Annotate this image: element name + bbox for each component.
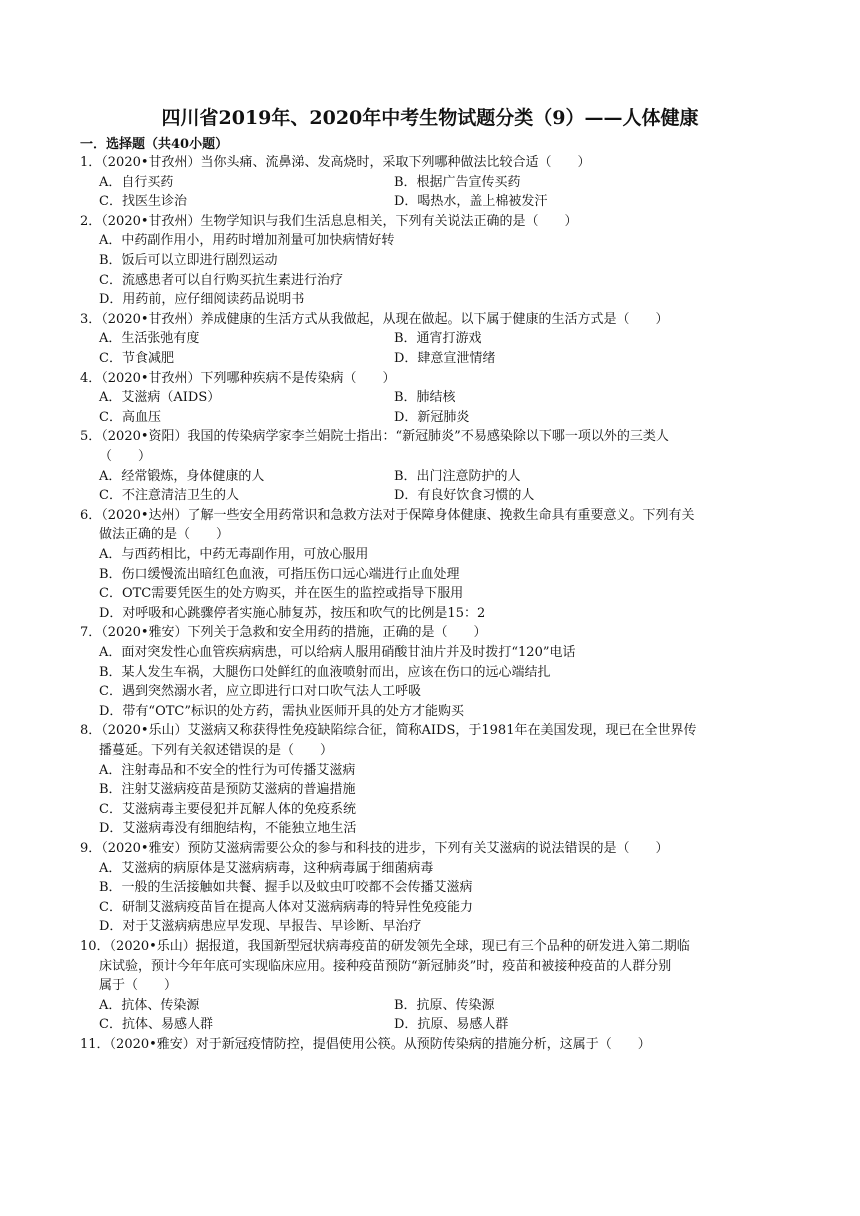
option: A．面对突发性心血管疾病病患，可以给病人服用硝酸甘油片并及时拨打“120”电话 bbox=[99, 645, 576, 660]
option: C．流感患者可以自行购买抗生素进行治疗 bbox=[99, 272, 343, 288]
question-stem: 8．（2020•乐山）艾滋病又称获得性免疫缺陷综合征，简称AIDS，于1981年在美国发现，现已在全世界传 bbox=[80, 723, 697, 739]
question-stem: 做法正确的是（ ） bbox=[99, 527, 230, 543]
question-stem: 4．（2020•甘孜州）下列哪种疾病不是传染病（ ） bbox=[80, 370, 396, 386]
option: D．用药前，应仔细阅读药品说明书 bbox=[99, 292, 305, 308]
question-stem: 10．（2020•乐山）据报道，我国新型冠状病毒疫苗的研发领先全球，现已有三个品种的研发进入第二期临 bbox=[80, 939, 690, 954]
option: B．伤口缓慢流出暗红色血液，可指压伤口远心端进行止血处理 bbox=[99, 566, 460, 582]
question-stem: 11．（2020•雅安）对于新冠疫情防控，提倡使用公筷。从预防传染病的措施分析，这属于（ ） bbox=[80, 1037, 651, 1052]
question-stem: 3．（2020•甘孜州）养成健康的生活方式从我做起，从现在做起。以下属于健康的生活方式是（ ） bbox=[80, 311, 669, 327]
question-stem: 1．（2020•甘孜州）当你头痛、流鼻涕、发高烧时，采取下列哪种做法比较合适（ ） bbox=[80, 155, 591, 170]
option: A．与西药相比，中药无毒副作用，可放心服用 bbox=[99, 547, 369, 562]
option: A．自行买药 bbox=[99, 174, 174, 190]
option: B．通宵打游戏 bbox=[394, 331, 482, 347]
option: B．出门注意防护的人 bbox=[394, 468, 521, 484]
option: A．生活张弛有度 bbox=[99, 331, 200, 347]
question-stem: 7．（2020•雅安）下列关于急救和安全用药的措施，正确的是（ ） bbox=[80, 625, 487, 641]
option: B．肺结核 bbox=[394, 390, 456, 406]
option: C．节食减肥 bbox=[99, 351, 174, 366]
option: D．喝热水，盖上棉被发汗 bbox=[394, 194, 548, 210]
option: D．新冠肺炎 bbox=[394, 409, 470, 425]
option: C．OTC需要凭医生的处方购买，并在医生的监控或指导下服用 bbox=[99, 586, 464, 602]
option: D．肆意宣泄情绪 bbox=[394, 351, 496, 366]
section-heading: 一．选择题（共40小题） bbox=[80, 137, 229, 152]
question-stem: 5．（2020•资阳）我国的传染病学家李兰娟院士指出：“新冠肺炎”不易感染除以下哪一项以外的三类人 bbox=[80, 429, 669, 445]
option: B．抗原、传染源 bbox=[394, 997, 495, 1013]
option: C．高血压 bbox=[99, 409, 161, 425]
option: D．对于艾滋病病患应早发现、早报告、早诊断、早治疗 bbox=[99, 919, 422, 935]
question-stem: 6．（2020•达州）了解一些安全用药常识和急救方法对于保障身体健康、挽救生命具有重要意义。下列有关 bbox=[80, 507, 695, 523]
question-stem: （ ） bbox=[99, 449, 152, 464]
option: C．抗体、易感人群 bbox=[99, 1017, 213, 1033]
option: B．某人发生车祸，大腿伤口处鲜红的血液喷射而出，应该在伤口的远心端结扎 bbox=[99, 664, 551, 680]
option: D．对呼吸和心跳骤停者实施心肺复苏，按压和吹气的比例是15：2 bbox=[99, 605, 486, 621]
option: A．中药副作用小，用药时增加剂量可加快病情好转 bbox=[99, 233, 395, 249]
option: B．饭后可以立即进行剧烈运动 bbox=[99, 253, 278, 268]
option: C．艾滋病毒主要侵犯并瓦解人体的免疫系统 bbox=[99, 801, 356, 817]
option: C．遇到突然溺水者，应立即进行口对口吹气法人工呼吸 bbox=[99, 684, 421, 700]
question-stem: 属于（ ） bbox=[99, 978, 178, 994]
option: A．艾滋病的病原体是艾滋病病毒，这种病毒属于细菌病毒 bbox=[99, 860, 434, 876]
document-title: 四川省2019年、2020年中考生物试题分类（9）——人体健康 bbox=[161, 107, 699, 129]
option: A．经常锻炼，身体健康的人 bbox=[99, 468, 265, 484]
option: A．艾滋病（AIDS） bbox=[99, 390, 221, 406]
option: C．不注意清洁卫生的人 bbox=[99, 488, 239, 504]
option: A．注射毒品和不安全的性行为可传播艾滋病 bbox=[99, 762, 356, 778]
option: B．注射艾滋病疫苗是预防艾滋病的普遍措施 bbox=[99, 782, 356, 798]
option: C．找医生诊治 bbox=[99, 194, 187, 210]
option: A．抗体、传染源 bbox=[99, 997, 200, 1013]
question-stem: 床试验，预计今年年底可实现临床应用。接种疫苗预防“新冠肺炎”时，疫苗和被接种疫苗的人群分别 bbox=[99, 958, 672, 974]
option: D．有良好饮食习惯的人 bbox=[394, 488, 535, 504]
question-stem: 2．（2020•甘孜州）生物学知识与我们生活息息相关，下列有关说法正确的是（ ） bbox=[80, 213, 578, 229]
option: B．一般的生活接触如共餐、握手以及蚊虫叮咬都不会传播艾滋病 bbox=[99, 880, 473, 896]
option: D．带有“OTC”标识的处方药，需执业医师开具的处方才能购买 bbox=[99, 703, 464, 719]
option: D．抗原、易感人群 bbox=[394, 1017, 509, 1033]
question-stem: 9．（2020•雅安）预防艾滋病需要公众的参与和科技的进步，下列有关艾滋病的说法错误的是（ ） bbox=[80, 841, 669, 856]
question-stem: 播蔓延。下列有关叙述错误的是（ ） bbox=[99, 743, 334, 758]
option: B．根据广告宣传买药 bbox=[394, 174, 521, 190]
option: D．艾滋病毒没有细胞结构，不能独立地生活 bbox=[99, 821, 357, 837]
option: C．研制艾滋病疫苗旨在提高人体对艾滋病病毒的特异性免疫能力 bbox=[99, 899, 473, 915]
